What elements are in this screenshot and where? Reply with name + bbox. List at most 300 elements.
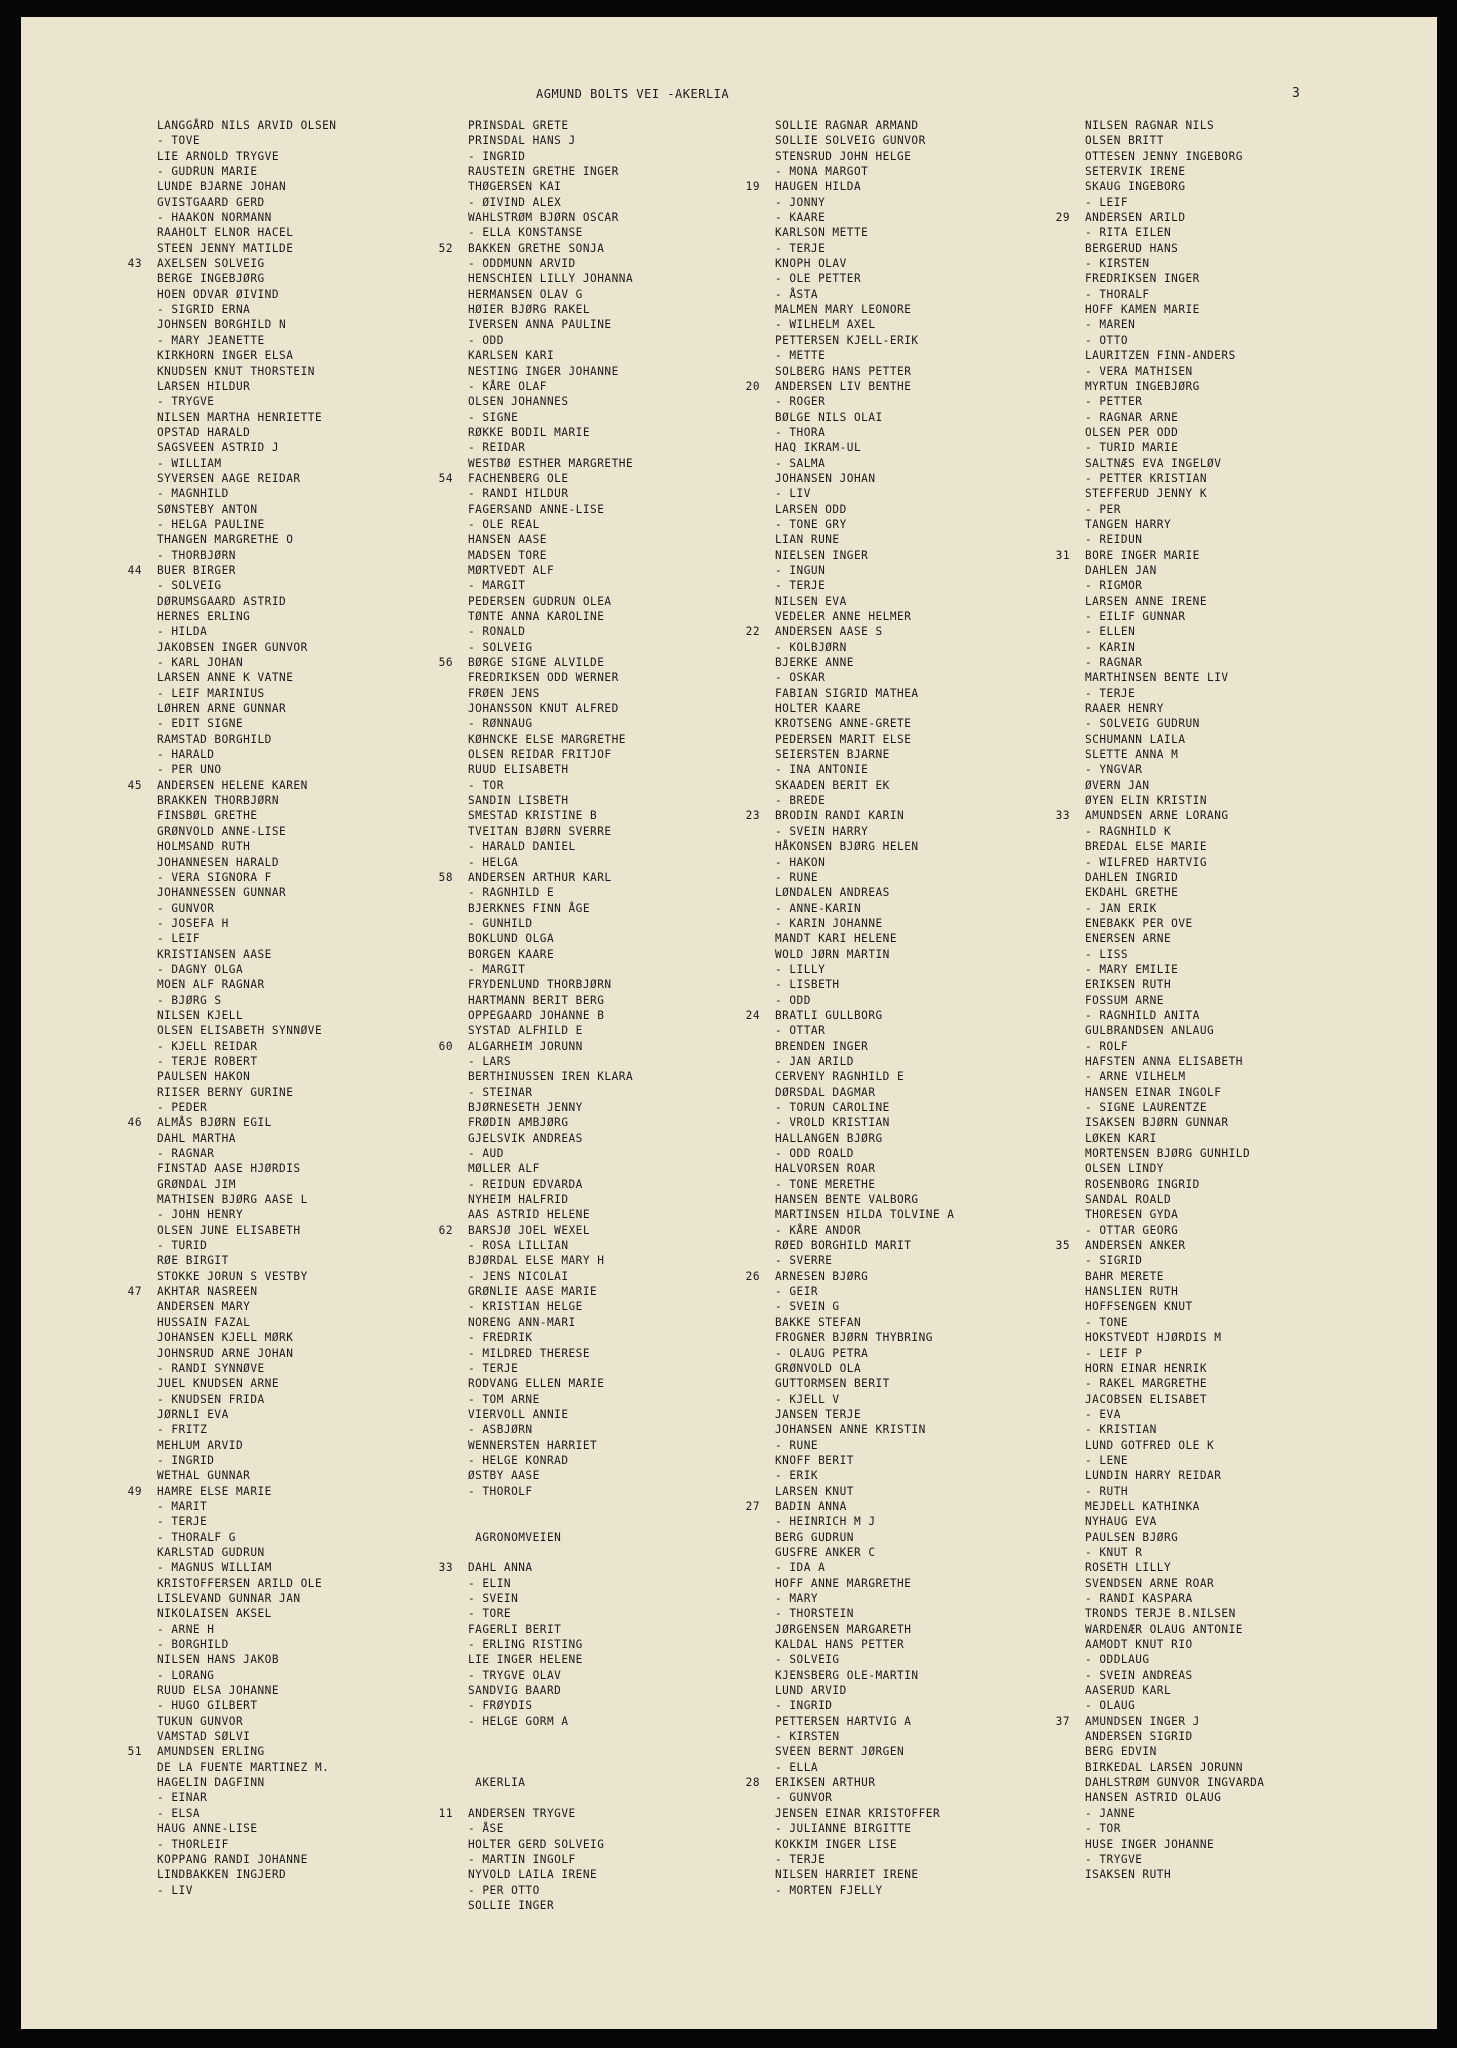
directory-entry [775, 1606, 1075, 1621]
resident-name: ANDERSEN SIGRID [1085, 1730, 1193, 1744]
directory-entry [157, 1269, 457, 1284]
directory-entry [468, 977, 768, 992]
directory-entry [157, 1253, 457, 1268]
resident-name: SEIERSTEN BJARNE [775, 748, 890, 762]
resident-name: KARLSEN KARI [468, 349, 555, 363]
resident-name: - DAGNY OLGA [157, 962, 244, 976]
directory-entry [1055, 548, 1385, 563]
directory-entry [468, 808, 768, 823]
directory-column-3 [745, 118, 1075, 1898]
resident-name: SVENDSEN ARNE ROAR [1085, 1576, 1215, 1590]
resident-name: SKAADEN BERIT EK [775, 778, 890, 792]
resident-name: - ELLA KONSTANSE [468, 226, 583, 240]
resident-name: JUEL KNUDSEN ARNE [157, 1377, 280, 1391]
resident-name: ERIKSEN RUTH [1085, 978, 1172, 992]
directory-entry [468, 1161, 768, 1176]
directory-entry [468, 1499, 768, 1514]
resident-name: HAFSTEN ANNA ELISABETH [1085, 1054, 1243, 1068]
resident-name: - JONNY [775, 195, 826, 209]
directory-entry [775, 210, 1075, 225]
resident-name: LARSEN HILDUR [157, 379, 251, 393]
directory-entry [1085, 502, 1385, 517]
resident-name: - HAKON [775, 855, 826, 869]
resident-name: - PETTER KRISTIAN [1085, 471, 1208, 485]
resident-name: - ARNE VILHELM [1085, 1070, 1186, 1084]
directory-entry [468, 1422, 768, 1437]
directory-entry [157, 1806, 457, 1821]
resident-name: SALTNÆS EVA INGELØV [1085, 456, 1222, 470]
resident-name: - TRYGVE [157, 395, 215, 409]
directory-entry [1085, 1729, 1385, 1744]
directory-entry [157, 1054, 457, 1069]
resident-name: WETHAL GUNNAR [157, 1469, 251, 1483]
resident-name: BAHR MERETE [1085, 1269, 1164, 1283]
house-number: 27 [745, 1499, 760, 1513]
directory-entry [775, 1729, 1075, 1744]
resident-name: - THORA [775, 425, 826, 439]
directory-entry [775, 594, 1075, 609]
resident-name: - LISS [1085, 947, 1129, 961]
resident-name: - KIRSTEN [1085, 257, 1150, 271]
resident-name: - YNGVAR [1085, 763, 1143, 777]
resident-name: - LEIF [157, 932, 201, 946]
house-number: 46 [127, 1116, 142, 1130]
resident-name: BRENDEN INGER [775, 1039, 869, 1053]
directory-entry [775, 1284, 1075, 1299]
resident-name: - TERJE [775, 241, 826, 255]
directory-entry [127, 778, 457, 793]
directory-entry [775, 348, 1075, 363]
resident-name: - THORALF G [157, 1530, 236, 1544]
resident-name: OLSEN REIDAR FRITJOF [468, 748, 612, 762]
resident-name: HORN EINAR HENRIK [1085, 1361, 1208, 1375]
resident-name: HUSE INGER JOHANNE [1085, 1837, 1215, 1851]
resident-name: HOFF KAMEN MARIE [1085, 303, 1200, 317]
directory-entry [1085, 732, 1385, 747]
resident-name: LAURITZEN FINN-ANDERS [1085, 349, 1236, 363]
resident-name: - VROLD KRISTIAN [775, 1116, 890, 1130]
directory-entry [1085, 532, 1385, 547]
resident-name: - OLAUG [1085, 1699, 1136, 1713]
resident-name: RIISER BERNY GURINE [157, 1085, 294, 1099]
directory-entry [157, 118, 457, 133]
directory-entry [157, 1146, 457, 1161]
resident-name: ROSETH LILLY [1085, 1561, 1172, 1575]
directory-entry [468, 1085, 768, 1100]
resident-name: SLETTE ANNA M [1085, 748, 1179, 762]
resident-name: FRØDIN AMBJØRG [468, 1116, 569, 1130]
resident-name: AGRONOMVEIEN [468, 1530, 562, 1544]
directory-entry [775, 517, 1075, 532]
directory-entry [468, 317, 768, 332]
directory-entry [775, 1867, 1075, 1882]
resident-name: LIE ARNOLD TRYGVE [157, 149, 280, 163]
house-number: 24 [745, 1008, 760, 1022]
directory-entry [157, 179, 457, 194]
resident-name: BAKKE STEFAN [775, 1315, 862, 1329]
directory-entry [1085, 1284, 1385, 1299]
directory-entry [468, 885, 768, 900]
resident-name: ANDERSEN LIV BENTHE [775, 379, 912, 393]
resident-name: STEEN JENNY MATILDE [157, 241, 294, 255]
resident-name: FRYDENLUND THORBJØRN [468, 978, 612, 992]
directory-entry [468, 1438, 768, 1453]
resident-name: MEHLUM ARVID [157, 1438, 244, 1452]
directory-entry [775, 1760, 1075, 1775]
directory-entry [1085, 655, 1385, 670]
directory-entry [775, 640, 1075, 655]
resident-name: BOKLUND OLGA [468, 932, 555, 946]
resident-name: RØED BORGHILD MARIT [775, 1239, 912, 1253]
directory-entry [775, 364, 1075, 379]
resident-name: KARLSON METTE [775, 226, 869, 240]
resident-name: - HAAKON NORMANN [157, 211, 272, 225]
directory-entry [157, 517, 457, 532]
directory-entry [775, 1330, 1075, 1345]
resident-name: MARTHINSEN BENTE LIV [1085, 671, 1229, 685]
directory-entry [1085, 1039, 1385, 1054]
resident-name: BREDAL ELSE MARIE [1085, 840, 1208, 854]
resident-name: - KIRSTEN [775, 1730, 840, 1744]
directory-entry [157, 471, 457, 486]
directory-entry [775, 410, 1075, 425]
directory-entry [157, 1422, 457, 1437]
directory-entry [468, 1284, 768, 1299]
resident-name: MYRTUN INGEBJØRG [1085, 379, 1200, 393]
resident-name: - GUDRUN MARIE [157, 165, 258, 179]
directory-entry [157, 670, 457, 685]
resident-name: RAAER HENRY [1085, 702, 1164, 716]
resident-name: - JANNE [1085, 1806, 1136, 1820]
resident-name: - THOROLF [468, 1484, 533, 1498]
resident-name: HANSLIEN RUTH [1085, 1285, 1179, 1299]
directory-entry [157, 855, 457, 870]
directory-entry [1085, 1008, 1385, 1023]
directory-entry [157, 931, 457, 946]
resident-name: BARSJØ JOEL WEXEL [468, 1223, 591, 1237]
directory-entry [157, 1330, 457, 1345]
resident-name: HAUGEN HILDA [775, 180, 862, 194]
directory-entry [775, 317, 1075, 332]
resident-name: - RIGMOR [1085, 579, 1143, 593]
resident-name: JØRGENSEN MARGARETH [775, 1622, 912, 1636]
resident-name: MADSEN TORE [468, 548, 547, 562]
directory-entry [775, 1422, 1075, 1437]
directory-entry [468, 195, 768, 210]
resident-name: SOLLIE RAGNAR ARMAND [775, 119, 919, 132]
resident-name: - RAGNHILD ANITA [1085, 1008, 1200, 1022]
directory-entry [745, 179, 1075, 194]
resident-name: - RAGNHILD K [1085, 824, 1172, 838]
resident-name: SANDVIG BAARD [468, 1684, 562, 1698]
resident-name: TUKUN GUNVOR [157, 1714, 244, 1728]
resident-name: SCHUMANN LAILA [1085, 732, 1186, 746]
resident-name: LARSEN KNUT [775, 1484, 854, 1498]
directory-entry [1085, 333, 1385, 348]
directory-entry [468, 1315, 768, 1330]
directory-entry [1055, 1714, 1385, 1729]
directory-entry [468, 1867, 768, 1882]
resident-name: MORTENSEN BJØRG GUNHILD [1085, 1147, 1251, 1161]
directory-entry [468, 1468, 768, 1483]
house-number: 43 [127, 257, 142, 271]
resident-name: - METTE [775, 349, 826, 363]
resident-name: - BORGHILD [157, 1638, 229, 1652]
directory-entry [157, 502, 457, 517]
directory-entry [1085, 885, 1385, 900]
house-number: 52 [438, 241, 453, 255]
resident-name: ENERSEN ARNE [1085, 932, 1172, 946]
directory-entry [468, 1883, 768, 1898]
resident-name: BERTHINUSSEN IREN KLARA [468, 1070, 634, 1084]
directory-entry [468, 1576, 768, 1591]
directory-entry [468, 1008, 768, 1023]
directory-entry [1055, 1238, 1385, 1253]
directory-entry [775, 1146, 1075, 1161]
directory-entry [157, 701, 457, 716]
house-number: 60 [438, 1039, 453, 1053]
directory-entry [775, 256, 1075, 271]
directory-entry [157, 241, 457, 256]
directory-entry [468, 1407, 768, 1422]
directory-entry [157, 1346, 457, 1361]
directory-entry [775, 1100, 1075, 1115]
directory-entry [157, 1883, 457, 1898]
resident-name: BRATLI GULLBORG [775, 1008, 883, 1022]
resident-name: ANDERSEN ARILD [1085, 211, 1186, 225]
directory-entry [468, 1837, 768, 1852]
house-number: 29 [1055, 211, 1070, 225]
directory-entry [468, 517, 768, 532]
directory-entry [157, 1499, 457, 1514]
resident-name: LISLEVAND GUNNAR JAN [157, 1592, 301, 1605]
resident-name: - LEIF P [1085, 1346, 1143, 1360]
resident-name: FREDRIKSEN ODD WERNER [468, 671, 619, 685]
house-number: 47 [127, 1285, 142, 1299]
directory-entry [775, 1637, 1075, 1652]
directory-entry [468, 118, 768, 133]
directory-entry [775, 471, 1075, 486]
directory-entry [157, 302, 457, 317]
directory-entry [157, 762, 457, 777]
directory-entry [127, 1115, 457, 1130]
directory-entry [745, 379, 1075, 394]
directory-entry [775, 1652, 1075, 1667]
directory-entry [468, 1484, 768, 1499]
resident-name: JOHANSEN KJELL MØRK [157, 1331, 294, 1345]
resident-name: - SIGRID ERNA [157, 303, 251, 317]
resident-name: ANDERSEN TRYGVE [468, 1806, 576, 1820]
resident-name: VIERVOLL ANNIE [468, 1407, 569, 1421]
resident-name: - INGRID [157, 1453, 215, 1467]
resident-name: - HELGA [468, 855, 519, 869]
house-number: 56 [438, 656, 453, 670]
directory-entry [1085, 1530, 1385, 1545]
directory-entry [468, 1376, 768, 1391]
resident-name: SOLLIE INGER [468, 1898, 555, 1912]
resident-name: AMUNDSEN ARNE LORANG [1085, 809, 1229, 823]
directory-entry [1085, 149, 1385, 164]
directory-entry [1085, 1637, 1385, 1652]
house-number: 31 [1055, 548, 1070, 562]
directory-entry [157, 839, 457, 854]
directory-entry [1085, 1622, 1385, 1637]
resident-name: NYVOLD LAILA IRENE [468, 1868, 598, 1882]
directory-entry [1085, 1652, 1385, 1667]
resident-name: - ODDMUNN ARVID [468, 257, 576, 271]
resident-name: ENEBAKK PER OVE [1085, 916, 1193, 930]
resident-name: FRØEN JENS [468, 686, 540, 700]
resident-name: MARTINSEN HILDA TOLVINE A [775, 1208, 955, 1222]
directory-entry [775, 839, 1075, 854]
directory-entry [1085, 256, 1385, 271]
directory-entry [775, 1299, 1075, 1314]
directory-entry [468, 179, 768, 194]
resident-name: FABIAN SIGRID MATHEA [775, 686, 919, 700]
directory-entry [1085, 947, 1385, 962]
resident-name: - FREDRIK [468, 1331, 533, 1345]
resident-name: - TERJE [775, 1852, 826, 1866]
resident-name: ISAKSEN BJØRN GUNNAR [1085, 1116, 1229, 1130]
directory-entry [775, 578, 1075, 593]
directory-entry [1085, 425, 1385, 440]
resident-name: KARLSTAD GUDRUN [157, 1545, 265, 1559]
resident-name: ROSENBORG INGRID [1085, 1177, 1200, 1191]
directory-entry [157, 1714, 457, 1729]
directory-entry [775, 1253, 1075, 1268]
directory-entry [438, 471, 768, 486]
resident-name: DAHL ANNA [468, 1561, 533, 1575]
resident-name: - JOSEFA H [157, 916, 229, 930]
directory-entry [1085, 1146, 1385, 1161]
resident-name: HOLMSAND RUTH [157, 840, 251, 854]
directory-entry [468, 1453, 768, 1468]
directory-entry [775, 1576, 1075, 1591]
directory-entry [1085, 195, 1385, 210]
resident-name: - ROLF [1085, 1039, 1129, 1053]
directory-entry [775, 1039, 1075, 1054]
resident-name: RUUD ELISABETH [468, 763, 569, 777]
resident-name: - ODD [468, 333, 504, 347]
directory-entry [775, 164, 1075, 179]
resident-name: - KÅRE ANDOR [775, 1223, 862, 1237]
directory-entry [1085, 824, 1385, 839]
directory-entry [468, 1622, 768, 1637]
directory-entry [1085, 1299, 1385, 1314]
resident-name: LUND GOTFRED OLE K [1085, 1438, 1215, 1452]
directory-entry [468, 1392, 768, 1407]
resident-name: RUUD ELSA JOHANNE [157, 1684, 280, 1698]
resident-name: ERIKSEN ARTHUR [775, 1776, 876, 1790]
directory-entry [157, 1606, 457, 1621]
resident-name: LUNDE BJARNE JOHAN [157, 180, 287, 194]
resident-name: - RAGNAR [1085, 656, 1143, 670]
resident-name: - RANDI SYNNØVE [157, 1361, 265, 1375]
directory-entry [468, 1606, 768, 1621]
directory-entry [468, 839, 768, 854]
house-number: 33 [1055, 809, 1070, 823]
resident-name: WESTBØ ESTHER MARGRETHE [468, 456, 634, 470]
directory-entry [775, 609, 1075, 624]
page-number: 3 [1292, 86, 1300, 101]
directory-entry [468, 1192, 768, 1207]
resident-name: SYVERSEN AAGE REIDAR [157, 471, 301, 485]
directory-entry [157, 1192, 457, 1207]
directory-entry [775, 563, 1075, 578]
directory-entry [775, 440, 1075, 455]
resident-name: BERGE INGEBJØRG [157, 272, 265, 286]
directory-entry [1085, 440, 1385, 455]
directory-entry [1085, 1821, 1385, 1836]
resident-name: - ELLEN [1085, 625, 1136, 639]
directory-entry [468, 287, 768, 302]
resident-name: - OLAUG PETRA [775, 1346, 869, 1360]
resident-name: - MARY EMILIE [1085, 962, 1179, 976]
directory-entry [468, 164, 768, 179]
directory-entry [468, 133, 768, 148]
house-number: 35 [1055, 1239, 1070, 1253]
directory-entry [468, 1207, 768, 1222]
directory-entry [1085, 1806, 1385, 1821]
directory-entry [468, 1299, 768, 1314]
directory-entry [1085, 578, 1385, 593]
resident-name: RØKKE BODIL MARIE [468, 425, 591, 439]
directory-entry [1085, 609, 1385, 624]
resident-name: WENNERSTEN HARRIET [468, 1438, 598, 1452]
directory-entry [127, 563, 457, 578]
resident-name: - TOR [468, 778, 504, 792]
directory-entry [775, 1223, 1075, 1238]
directory-entry [775, 793, 1075, 808]
directory-entry [775, 1085, 1075, 1100]
resident-name: - OTTAR [775, 1024, 826, 1038]
resident-name: OLSEN JOHANNES [468, 395, 569, 409]
directory-entry [157, 1131, 457, 1146]
resident-name: OPSTAD HARALD [157, 425, 251, 439]
directory-entry [157, 1392, 457, 1407]
resident-name: LØKEN KARI [1085, 1131, 1157, 1145]
resident-name: MATHISEN BJØRG AASE L [157, 1193, 308, 1207]
directory-entry [157, 609, 457, 624]
resident-name: - ROGER [775, 395, 826, 409]
resident-name: - REIDAR [468, 441, 526, 455]
resident-name: - KRISTIAN HELGE [468, 1300, 583, 1314]
directory-entry [157, 1039, 457, 1054]
directory-entry [775, 394, 1075, 409]
directory-entry [775, 1438, 1075, 1453]
directory-entry [157, 1622, 457, 1637]
directory-entry [1085, 1207, 1385, 1222]
resident-name: PRINSDAL GRETE [468, 119, 569, 132]
resident-name: HØIER BJØRG RAKEL [468, 303, 591, 317]
resident-name: - JOHN HENRY [157, 1208, 244, 1222]
directory-entry [1085, 133, 1385, 148]
directory-entry [775, 486, 1075, 501]
resident-name: MØRTVEDT ALF [468, 563, 555, 577]
resident-name: WOLD JØRN MARTIN [775, 947, 890, 961]
directory-entry [468, 410, 768, 425]
directory-entry [1085, 486, 1385, 501]
resident-name: SOLLIE SOLVEIG GUNVOR [775, 134, 926, 148]
directory-entry [775, 425, 1075, 440]
resident-name: GJELSVIK ANDREAS [468, 1131, 583, 1145]
directory-entry [157, 1790, 457, 1805]
resident-name: MEJDELL KATHINKA [1085, 1499, 1200, 1513]
resident-name: SANDAL ROALD [1085, 1193, 1172, 1207]
directory-entry [1085, 1499, 1385, 1514]
directory-entry [468, 747, 768, 762]
directory-entry [1085, 1069, 1385, 1084]
